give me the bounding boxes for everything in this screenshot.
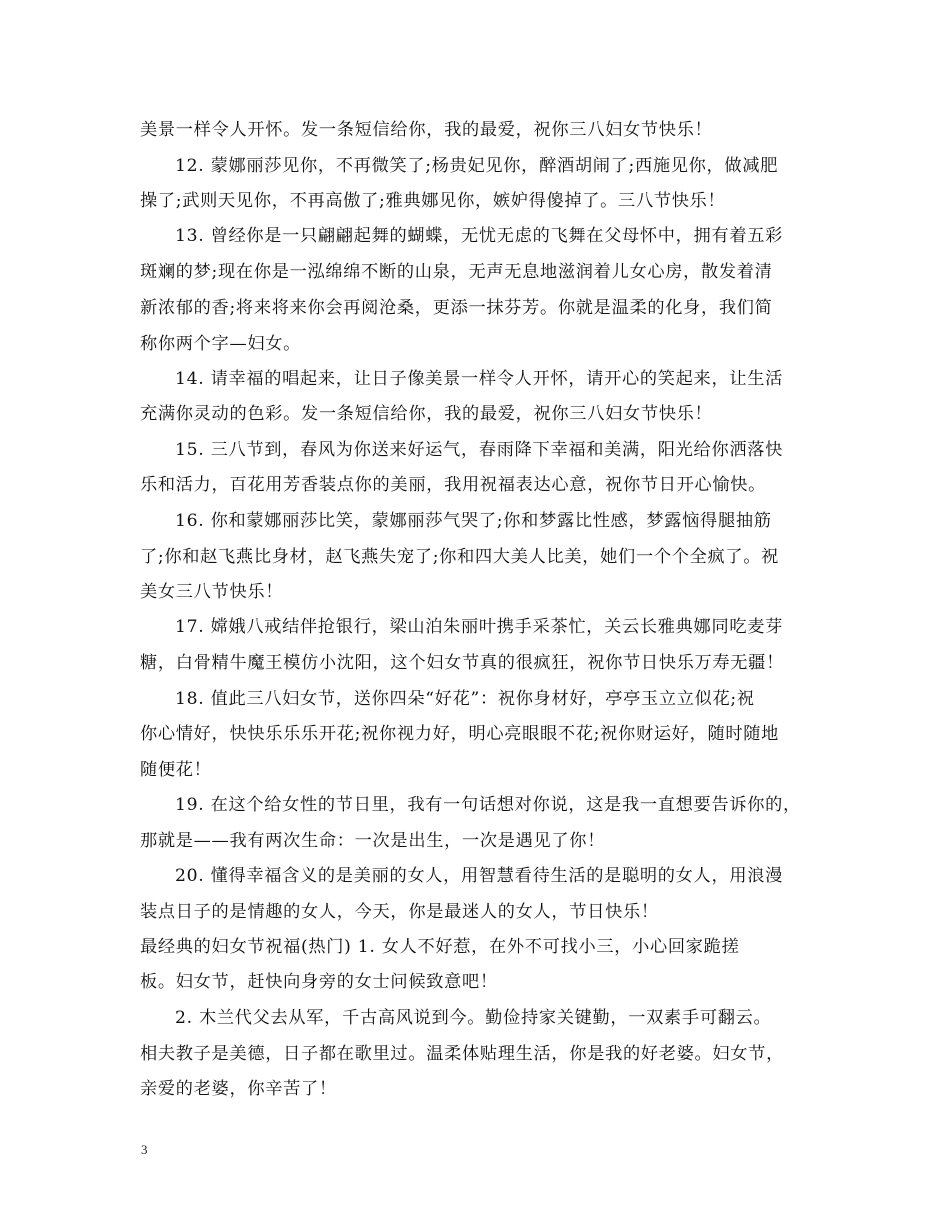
- text-line: 2. 木兰代父去从军，千古高风说到今。勤俭持家关键勤，一双素手可翻云。: [175, 1008, 772, 1028]
- text-line: 新浓郁的香;将来将来你会再阅沧桑，更添一抹芬芳。你就是温柔的化身，我们简: [140, 298, 773, 318]
- text-line: 糖，白骨精牛魔王模仿小沈阳，这个妇女节真的很疯狂，祝你节日快乐万寿无疆！: [140, 653, 784, 673]
- text-line: 充满你灵动的色彩。发一条短信给你，我的最爱，祝你三八妇女节快乐！: [140, 404, 713, 424]
- text-line: 美女三八节快乐！: [140, 582, 284, 602]
- text-line: 15. 三八节到，春风为你送来好运气，春雨降下幸福和美满，阳光给你洒落快: [175, 440, 784, 460]
- text-line: 17. 嫦娥八戒结伴抢银行，梁山泊朱丽叶携手采茶忙，关云长雅典娜同吃麦芽: [175, 617, 784, 637]
- text-line: 美景一样令人开怀。发一条短信给你，我的最爱，祝你三八妇女节快乐！: [140, 120, 713, 140]
- text-line: 20. 懂得幸福含义的是美丽的女人，用智慧看待生活的是聪明的女人，用浪漫: [175, 866, 784, 886]
- text-line: 你心情好，快快乐乐乐开花;祝你视力好，明心亮眼眼不花;祝你财运好，随时随地: [140, 724, 780, 744]
- text-line: 称你两个字—妇女。: [140, 334, 301, 354]
- text-line: 16. 你和蒙娜丽莎比笑，蒙娜丽莎气哭了;你和梦露比性感，梦露恼得腿抽筋: [175, 511, 772, 531]
- text-line: 亲爱的老婆，你辛苦了！: [140, 1079, 337, 1099]
- text-line: 装点日子的是情趣的女人，今天，你是最迷人的女人，节日快乐！: [140, 902, 659, 922]
- text-line: 板。妇女节，赶快向身旁的女士问候致意吧！: [140, 972, 498, 992]
- text-line: 操了;武则天见你，不再高傲了;雅典娜见你，嫉妒得傻掉了。三八节快乐！: [140, 191, 726, 211]
- text-line: 12. 蒙娜丽莎见你，不再微笑了;杨贵妃见你，醉酒胡闹了;西施见你，做减肥: [175, 156, 779, 176]
- text-line: 那就是——我有两次生命：一次是出生，一次是遇见了你！: [140, 831, 606, 851]
- text-line: 斑斓的梦;现在你是一泓绵绵不断的山泉，无声无息地滋润着儿女心房，散发着清: [140, 262, 773, 282]
- text-line: 了;你和赵飞燕比身材，赵飞燕失宠了;你和四大美人比美，她们一个个全疯了。祝: [140, 547, 780, 567]
- page-number: 3: [141, 1142, 149, 1157]
- text-line: 13. 曾经你是一只翩翩起舞的蝴蝶，无忧无虑的飞舞在父母怀中，拥有着五彩: [175, 226, 784, 246]
- text-line: 相夫教子是美德，日子都在歌里过。温柔体贴理生活，你是我的好老婆。妇女节，: [140, 1044, 784, 1064]
- text-line: 14. 请幸福的唱起来，让日子像美景一样令人开怀，请开心的笑起来，让生活: [175, 369, 784, 389]
- text-line: 随便花！: [140, 760, 212, 780]
- text-line: 18. 值此三八妇女节，送你四朵“好花”：祝你身材好，亭亭玉立立似花;祝: [175, 689, 755, 709]
- text-line: 乐和活力，百花用芳香装点你的美丽，我用祝福表达心意，祝你节日开心愉快。: [140, 475, 767, 495]
- text-line: 最经典的妇女节祝福(热门) 1. 女人不好惹，在外不可找小三，小心回家跪搓: [140, 937, 740, 957]
- text-line: 19. 在这个给女性的节日里，我有一句话想对你说，这是我一直想要告诉你的，: [175, 795, 801, 815]
